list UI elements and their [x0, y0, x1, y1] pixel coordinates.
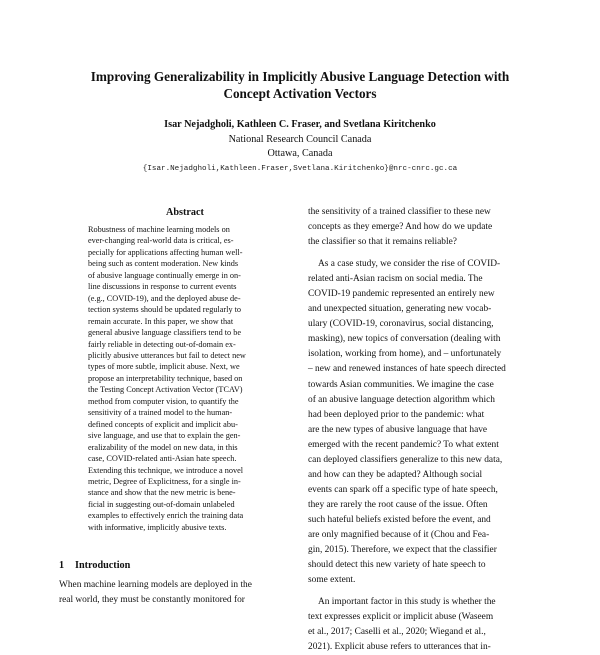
abstract-body: [88, 224, 282, 533]
section-heading-introduction: [59, 559, 130, 573]
abstract-line: pecially for applications affecting human well-: [88, 247, 243, 257]
body-line: An important factor in this study is whether the: [318, 597, 496, 608]
abstract-line: eralizability of the model on new data, in this: [88, 442, 238, 452]
intro-line: When machine learning models are deployed in the: [59, 580, 252, 590]
email-addresses: {Isar.Nejadgholi,Kathleen.Fraser,Svetlana.Kiritchenko}@nrc-cnrc.gc.ca: [142, 165, 458, 173]
body-line: should detect this new variety of hate speech to: [308, 560, 486, 571]
body-line: had been deployed prior to the pandemic: what: [308, 409, 485, 420]
body-line: they are rarely the root cause of the issue. Often: [308, 499, 488, 510]
body-line: are only magnified because of it (Chou and Fea-: [308, 529, 490, 540]
body-line: can deployed classifiers generalize to this new data,: [308, 454, 503, 465]
body-line: events can spark off a specific type of hate speech,: [308, 484, 498, 495]
section-title: Introduction: [75, 560, 131, 571]
abstract-line: fairly reliable in detecting out-of-domain ex-: [88, 339, 236, 349]
section-number: 1: [59, 560, 65, 571]
abstract-line: ficial in suggesting out-of-domain unlabeled: [88, 499, 235, 509]
abstract-line: Extending this technique, we introduce a novel: [88, 465, 244, 475]
abstract-line: propose an interpretability technique, based on: [88, 373, 243, 383]
abstract-line: tection systems should be updated regularly to: [88, 305, 242, 315]
abstract-line: with informative, implicitly abusive texts.: [88, 522, 227, 532]
abstract-line: sensitivity of a trained model to the human-: [88, 408, 233, 418]
abstract-line: metric, Degree of Explicitness, for a single in-: [88, 476, 241, 486]
body-line: As a case study, we consider the rise of COVID-: [318, 259, 501, 270]
abstract-line: (e.g., COVID-19), and the deployed abuse de-: [88, 293, 241, 303]
paragraph-case-study: [308, 257, 546, 588]
abstract-line: Robustness of machine learning models on: [88, 225, 230, 234]
abstract-line: remain accurate. In this paper, we show that: [88, 316, 234, 326]
body-line: of an abusive language detection algorithm which: [308, 394, 495, 405]
abstract-line: stance and show that the new metric is bene-: [88, 488, 236, 498]
abstract-line: the Testing Concept Activation Vector (TCAV): [88, 385, 243, 395]
body-line: such hateful beliefs existed before the event, and: [308, 514, 491, 525]
location: Ottawa, Canada: [267, 148, 333, 159]
body-line: emerged with the recent pandemic? To what extent: [308, 439, 499, 450]
body-line: masking), new topics of conversation (dealing with: [308, 334, 501, 345]
abstract-line: being such as content moderation. New kinds: [88, 259, 239, 269]
abstract-line: of abusive language continually emerge in on-: [88, 270, 241, 280]
abstract-heading: Abstract: [166, 207, 204, 218]
body-line: – new and renewed instances of hate speech directed: [308, 364, 506, 375]
paper-title: [40, 68, 560, 102]
abstract-line: types of more subtle, implicit abuse. Next, we: [88, 362, 240, 372]
body-line: text expresses explicit or implicit abuse (Waseem: [308, 612, 494, 623]
abstract-line: general abusive language classifiers tend to be: [88, 328, 242, 338]
introduction-body: [59, 578, 294, 608]
abstract-line: sive language, and use that to explain the gen-: [88, 431, 241, 441]
body-line: some extent.: [308, 575, 356, 586]
body-line: related anti-Asian racism on social media. The: [308, 274, 483, 285]
abstract-line: defined concepts of explicit and implicit abu-: [88, 419, 238, 429]
body-line: concepts as they emerge? And how do we update: [308, 222, 493, 233]
abstract-line: method from computer vision, to quantify the: [88, 396, 239, 406]
body-line: 2021). Explicit abuse refers to utterances that in-: [308, 642, 491, 653]
abstract-line: plicitly abusive utterances but fail to detect new: [88, 350, 246, 360]
body-line: gin, 2015). Therefore, we expect that the classifier: [308, 545, 497, 556]
body-line: et al., 2017; Caselli et al., 2020; Wiegand et al.,: [308, 627, 486, 638]
body-line: are the new types of abusive language that have: [308, 424, 488, 435]
paper-title-line-1: Improving Generalizability in Implicitly Abusive Language Detection with: [90, 69, 510, 84]
intro-line: real world, they must be constantly monitored for: [59, 595, 245, 605]
paragraph-explicit-implicit: [308, 595, 546, 655]
body-line: and how can they be adapted? Although social: [308, 469, 483, 480]
body-line: towards Asian communities. We imagine the case: [308, 379, 494, 390]
right-column: [308, 205, 546, 655]
body-line: COVID-19 pandemic represented an entirely new: [308, 289, 495, 300]
abstract-line: examples to effectively enrich the training data: [88, 511, 244, 521]
body-line: and unexpected situation, generating new vocab-: [308, 304, 492, 315]
abstract-line: ever-changing real-world data is critical, es-: [88, 236, 234, 246]
body-line: isolation, working from home), and – unfortunately: [308, 349, 502, 360]
body-line: ulary (COVID-19, coronavirus, social distancing,: [308, 319, 494, 330]
abstract-line: line discussions in response to current events: [88, 282, 237, 292]
affiliation: National Research Council Canada: [228, 134, 372, 145]
abstract-line: case, COVID-related anti-Asian hate speech.: [88, 454, 237, 464]
body-line: the sensitivity of a trained classifier to these new: [308, 207, 491, 217]
paragraph-questions: [308, 205, 546, 250]
paper-title-line-2: Concept Activation Vectors: [223, 86, 377, 101]
body-line: the classifier so that it remains reliable?: [308, 237, 457, 248]
author-list: Isar Nejadgholi, Kathleen C. Fraser, and Svetlana Kiritchenko: [164, 119, 436, 130]
